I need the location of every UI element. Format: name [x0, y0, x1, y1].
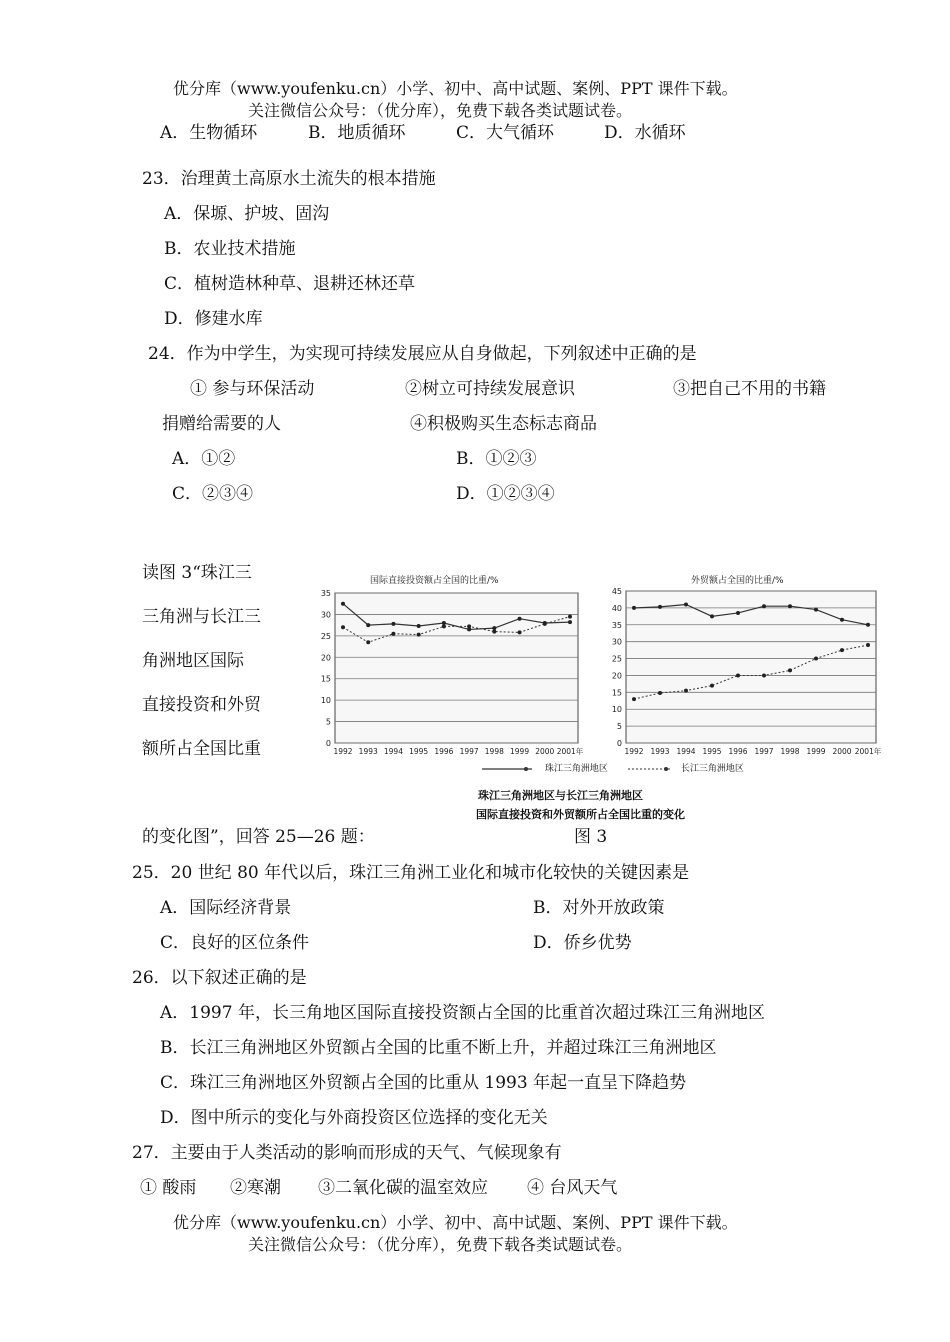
trade-series-0-point	[866, 623, 870, 627]
reading-line-3: 角洲地区国际	[142, 651, 244, 671]
trade-xtick-label: 1996	[728, 747, 748, 756]
trade-series-1-point	[840, 648, 844, 652]
q24-option-d: D．①②③④	[456, 484, 555, 504]
q26-option-c: C．珠江三角洲地区外贸额占全国的比重从 1993 年起一直呈下降趋势	[160, 1073, 687, 1093]
fdi-ytick-label: 25	[320, 631, 331, 641]
trade-series-0-point	[710, 614, 714, 618]
q24-item-1: ① 参与环保活动	[190, 379, 315, 399]
q27-item-2: ②寒潮	[230, 1178, 281, 1198]
trade-title: 外贸额占全国的比重/%	[691, 576, 784, 586]
trade-series-1-point	[632, 697, 636, 701]
trade-series-0-point	[840, 618, 844, 622]
trade-xtick-label: 1998	[780, 747, 800, 756]
q25-stem: 25．20 世纪 80 年代以后，珠江三角洲工业化和城市化较快的关键因素是	[132, 863, 690, 883]
legend-pearl	[482, 761, 608, 774]
trade-xtick-label: 1994	[676, 747, 696, 756]
q23-option-a: A．保塬、护坡、固沟	[164, 204, 330, 224]
trade-ytick-label: 10	[611, 705, 622, 715]
trade-ytick-label: 25	[611, 654, 622, 664]
q23-option-c: C．植树造林种草、退耕还林还草	[164, 274, 416, 294]
footer-line-1: 优分库（www.youfenku.cn）小学、初中、高中试题、案例、PPT 课件下载。	[173, 1213, 738, 1232]
fdi-series-1-point	[341, 625, 345, 629]
legend-yangtze-line-icon	[628, 764, 678, 774]
fdi-series-1-point	[442, 624, 446, 628]
fdi-xtick-label: 1992	[333, 747, 353, 756]
q25-option-c: C．良好的区位条件	[160, 933, 310, 953]
q23-option-b: B．农业技术措施	[164, 239, 296, 259]
q22-option-b: B．地质循环	[308, 123, 406, 143]
q22-option-c: C．大气循环	[456, 123, 555, 143]
header-line-1: 优分库（www.youfenku.cn）小学、初中、高中试题、案例、PPT 课件下载。	[173, 79, 738, 98]
fdi-series-1-point	[417, 633, 421, 637]
fdi-xtick-label: 1999	[510, 747, 530, 756]
q25-option-b: B．对外开放政策	[533, 898, 665, 918]
fdi-xtick-label: 1995	[409, 747, 429, 756]
fdi-series-0-point	[518, 617, 522, 621]
q24-item-3b: 捐赠给需要的人	[162, 414, 281, 434]
figure-caption-1: 珠江三角洲地区与长江三角洲地区	[478, 789, 643, 802]
trade-ytick-label: 20	[611, 671, 622, 681]
fdi-xtick-label: 1998	[484, 747, 504, 756]
q24-item-4: ④积极购买生态标志商品	[410, 414, 597, 434]
fdi-series-0-point	[568, 620, 572, 624]
q27-item-3: ③二氧化碳的温室效应	[318, 1178, 488, 1198]
fdi-series-1-point	[568, 615, 572, 619]
trade-xtick-label: 2001年	[854, 747, 882, 756]
chart-fdi	[305, 570, 605, 760]
chart-trade	[606, 570, 896, 760]
trade-series-1-point	[684, 689, 688, 693]
q22-option-d: D．水循环	[604, 123, 686, 143]
trade-xtick-label: 1997	[754, 747, 774, 756]
legend-yangtze-label: 长江三角洲地区	[680, 764, 744, 774]
q26-option-b: B．长江三角洲地区外贸额占全国的比重不断上升，并超过珠江三角洲地区	[160, 1038, 717, 1058]
q24-item-3a: ③把自己不用的书籍	[673, 379, 826, 399]
fdi-series-0-point	[391, 622, 395, 626]
trade-plot-frame	[626, 591, 876, 743]
q24-option-c: C．②③④	[172, 484, 254, 504]
fdi-xtick-label: 1997	[459, 747, 479, 756]
q27-item-1: ① 酸雨	[140, 1178, 197, 1198]
trade-series-1-point	[762, 673, 766, 677]
legend-pearl-line-icon	[482, 764, 542, 774]
fdi-ytick-label: 35	[320, 589, 331, 598]
q26-option-a: A．1997 年，长三角地区国际直接投资额占全国的比重首次超过珠江三角洲地区	[160, 1003, 765, 1023]
q25-option-d: D．侨乡优势	[533, 933, 632, 953]
trade-ytick-label: 35	[611, 620, 622, 630]
trade-series-0-point	[632, 606, 636, 610]
fdi-title: 国际直接投资额占全国的比重/%	[370, 576, 499, 586]
fdi-series-1-point	[366, 640, 370, 644]
trade-ytick-label: 45	[611, 587, 622, 596]
trade-xtick-label: 1999	[806, 747, 826, 756]
reading-line-4: 直接投资和外贸	[142, 695, 261, 715]
q26-option-d: D．图中所示的变化与外商投资区位选择的变化无关	[160, 1108, 548, 1128]
q24-option-a: A．①②	[172, 449, 236, 469]
trade-series-1-point	[814, 657, 818, 661]
trade-series-0-point	[658, 605, 662, 609]
q24-stem: 24．作为中学生，为实现可持续发展应从自身做起，下列叙述中正确的是	[148, 344, 697, 364]
trade-ytick-label: 0	[616, 739, 622, 748]
fdi-xtick-label: 2001年	[556, 747, 584, 756]
reading-line-2: 三角洲与长江三	[142, 607, 261, 627]
trade-series-1-point	[658, 691, 662, 695]
fdi-series-0-point	[442, 621, 446, 625]
legend-pearl-label: 珠江三角洲地区	[544, 764, 608, 774]
fdi-series-0-point	[492, 626, 496, 630]
figure-label: 图 3	[574, 827, 608, 847]
trade-ytick-label: 40	[611, 603, 622, 613]
fdi-series-1-point	[543, 622, 547, 626]
q24-item-2: ②树立可持续发展意识	[405, 379, 575, 399]
trade-xtick-label: 1993	[650, 747, 670, 756]
trade-xtick-label: 1992	[624, 747, 644, 756]
fdi-ytick-label: 5	[325, 717, 331, 727]
q26-stem: 26．以下叙述正确的是	[132, 968, 307, 988]
fdi-ytick-label: 30	[320, 610, 331, 620]
fdi-xtick-label: 2000	[535, 747, 555, 756]
trade-ytick-label: 15	[611, 688, 622, 698]
fdi-xtick-label: 1996	[434, 747, 454, 756]
fdi-series-1-point	[467, 624, 471, 628]
trade-series-1-point	[710, 684, 714, 688]
trade-ytick-label: 30	[611, 637, 622, 647]
q24-option-b: B．①②③	[456, 449, 537, 469]
fdi-series-1-point	[518, 630, 522, 634]
q22-option-a: A．生物循环	[160, 123, 258, 143]
q23-option-d: D．修建水库	[164, 309, 263, 329]
fdi-xtick-label: 1994	[383, 747, 403, 756]
q23-stem: 23．治理黄土高原水土流失的根本措施	[142, 169, 436, 189]
q25-option-a: A．国际经济背景	[160, 898, 292, 918]
figure-caption-2: 国际直接投资和外贸额所占全国比重的变化	[476, 808, 685, 821]
fdi-series-0-point	[417, 624, 421, 628]
trade-xtick-label: 1995	[702, 747, 722, 756]
trade-series-0-point	[736, 611, 740, 615]
trade-series-0-point	[762, 604, 766, 608]
legend-yangtze	[628, 761, 744, 774]
footer-line-2: 关注微信公众号：（优分库），免费下载各类试题试卷。	[248, 1235, 633, 1254]
trade-series-0-point	[684, 603, 688, 607]
trade-series-0-point	[788, 604, 792, 608]
trade-series-1-point	[788, 668, 792, 672]
trade-series-1-point	[866, 643, 870, 647]
trade-xtick-label: 2000	[832, 747, 852, 756]
fdi-series-1-point	[391, 632, 395, 636]
fdi-series-0-point	[366, 623, 370, 627]
reading-line-5: 额所占全国比重	[142, 739, 261, 759]
header-line-2: 关注微信公众号：（优分库），免费下载各类试题试卷。	[248, 101, 633, 120]
trade-series-0-point	[814, 608, 818, 612]
trade-ytick-label: 5	[616, 722, 622, 732]
reading-line-6: 的变化图”，回答 25—26 题：	[142, 827, 375, 847]
fdi-ytick-label: 15	[320, 674, 331, 684]
q27-stem: 27．主要由于人类活动的影响而形成的天气、气候现象有	[132, 1143, 562, 1163]
reading-line-1: 读图 3“珠江三	[142, 563, 252, 583]
fdi-series-0-point	[341, 602, 345, 606]
fdi-xtick-label: 1993	[358, 747, 378, 756]
fdi-series-1-point	[492, 630, 496, 634]
fdi-plot-frame	[335, 593, 578, 743]
fdi-ytick-label: 20	[320, 653, 331, 663]
fdi-ytick-label: 10	[320, 696, 331, 706]
fdi-ytick-label: 0	[325, 739, 331, 748]
q27-item-4: ④ 台风天气	[527, 1178, 618, 1198]
trade-series-1-point	[736, 673, 740, 677]
